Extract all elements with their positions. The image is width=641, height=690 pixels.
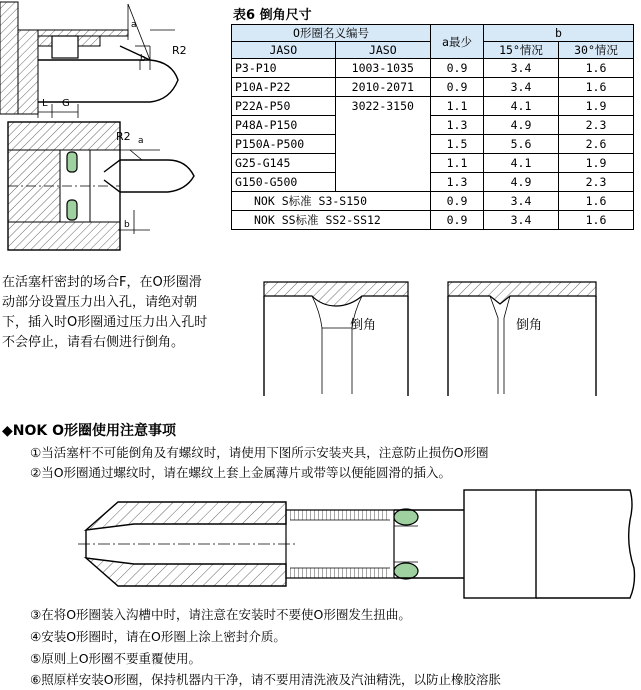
header-jaso2: JASO xyxy=(335,42,430,59)
cell: G25-G145 xyxy=(232,154,336,173)
list-item: ③在将O形圈装入沟槽中时，请注意在安装时不要使O形圈发生扭曲。 xyxy=(30,607,411,622)
list-item: ⑤原则上O形圈不要重覆使用。 xyxy=(30,651,202,666)
a-label-top: a xyxy=(131,20,137,30)
cell: 0.9 xyxy=(431,78,484,97)
cell: 2010-2071 xyxy=(335,78,430,97)
cell: 1.3 xyxy=(431,173,484,192)
cell: P3-P10 xyxy=(232,59,336,78)
section-title: ◆NOK O形圈使用注意事项 xyxy=(2,423,177,439)
cell: 1.1 xyxy=(431,97,484,116)
g-label: G xyxy=(62,98,70,109)
cell: 1.6 xyxy=(559,59,634,78)
chamfer-label-left: 倒角 xyxy=(350,318,377,333)
chamfer-table xyxy=(231,24,634,230)
list-item: ②当O形圈通过螺纹时，请在螺纹上套上金属薄片或带等以便能圆滑的插入。 xyxy=(30,465,452,480)
cell: 3.4 xyxy=(484,192,559,211)
cell: 3.4 xyxy=(484,78,559,97)
table-row xyxy=(232,135,634,154)
a-label-mid: a xyxy=(138,136,144,146)
list-item: ⑥照原样安装O形圈，保持机器内干净，请不要用清洗液及汽油精洗，以防止橡胶溶胀 xyxy=(30,672,502,687)
cell: 4.1 xyxy=(484,97,559,116)
b-label-mid: b xyxy=(124,220,130,230)
header-b: b xyxy=(484,25,634,42)
table-row xyxy=(232,211,634,230)
header-a-min: a最少 xyxy=(431,25,484,59)
cell: P150A-P500 xyxy=(232,135,336,154)
cell: 3022-3150 xyxy=(335,97,430,116)
cell: 4.9 xyxy=(484,173,559,192)
chamfer-diagram-right xyxy=(446,278,598,398)
install-tool-drawing xyxy=(78,484,638,604)
header-oring-group: O形圈名义编号 xyxy=(232,25,431,42)
cell: P22A-P50 xyxy=(232,97,336,116)
table-row xyxy=(232,173,634,192)
cell: 1.6 xyxy=(559,211,634,230)
r2-label-mid: R2 xyxy=(116,130,131,143)
cell: G150-G500 xyxy=(232,173,336,192)
table-row xyxy=(232,154,634,173)
table-title: 表6 倒角尺寸 xyxy=(233,8,312,23)
cell xyxy=(335,116,430,135)
header-b30: 30°情况 xyxy=(559,42,634,59)
piston-rod-drawing xyxy=(0,0,230,262)
description-paragraph: 在活塞杆密封的场合F，在O形圈滑动部分设置压力出入孔，请绝对朝下，插入时O形圈通过压力出入孔时不会停止，请看右侧进行倒角。 xyxy=(2,275,208,350)
cell: 2.6 xyxy=(559,135,634,154)
cell: 2.3 xyxy=(559,173,634,192)
header-b15: 15°情况 xyxy=(484,42,559,59)
cell xyxy=(335,173,430,192)
list-item: ④安装O形圈时，请在O形圈上涂上密封介质。 xyxy=(30,629,286,644)
cell: 3.4 xyxy=(484,211,559,230)
cell: NOK SS标准 SS2-SS12 xyxy=(232,211,431,230)
cell: P10A-P22 xyxy=(232,78,336,97)
r2-label-top: R2 xyxy=(172,44,187,57)
cell: 5.6 xyxy=(484,135,559,154)
cell: 1.3 xyxy=(431,116,484,135)
header-jaso1: JASO xyxy=(232,42,336,59)
chamfer-label-right: 倒角 xyxy=(516,318,543,333)
cell: 4.9 xyxy=(484,116,559,135)
cell: 1.6 xyxy=(559,78,634,97)
cell: 3.4 xyxy=(484,59,559,78)
cell: 1.9 xyxy=(559,97,634,116)
cell: 0.9 xyxy=(431,211,484,230)
cell: 1.1 xyxy=(431,154,484,173)
cell: NOK S标准 S3-S150 xyxy=(232,192,431,211)
table-row xyxy=(232,78,634,97)
cell: 4.1 xyxy=(484,154,559,173)
list-item: ①当活塞杆不可能倒角及有螺纹时，请使用下图所示安装夹具，注意防止损伤O形圈 xyxy=(30,445,489,460)
chamfer-diagram-left xyxy=(262,278,412,398)
cell: 1003-1035 xyxy=(335,59,430,78)
l-label: L xyxy=(42,98,48,109)
cell: 0.9 xyxy=(431,192,484,211)
cell: P48A-P150 xyxy=(232,116,336,135)
table-row xyxy=(232,97,634,116)
table-row xyxy=(232,116,634,135)
cell: 1.9 xyxy=(559,154,634,173)
cell: 1.5 xyxy=(431,135,484,154)
cell xyxy=(335,135,430,154)
table-row xyxy=(232,59,634,78)
table-row xyxy=(232,192,634,211)
cell: 0.9 xyxy=(431,59,484,78)
b-label-top: b xyxy=(140,54,146,64)
cell xyxy=(335,154,430,173)
cell: 2.3 xyxy=(559,116,634,135)
cell: 1.6 xyxy=(559,192,634,211)
